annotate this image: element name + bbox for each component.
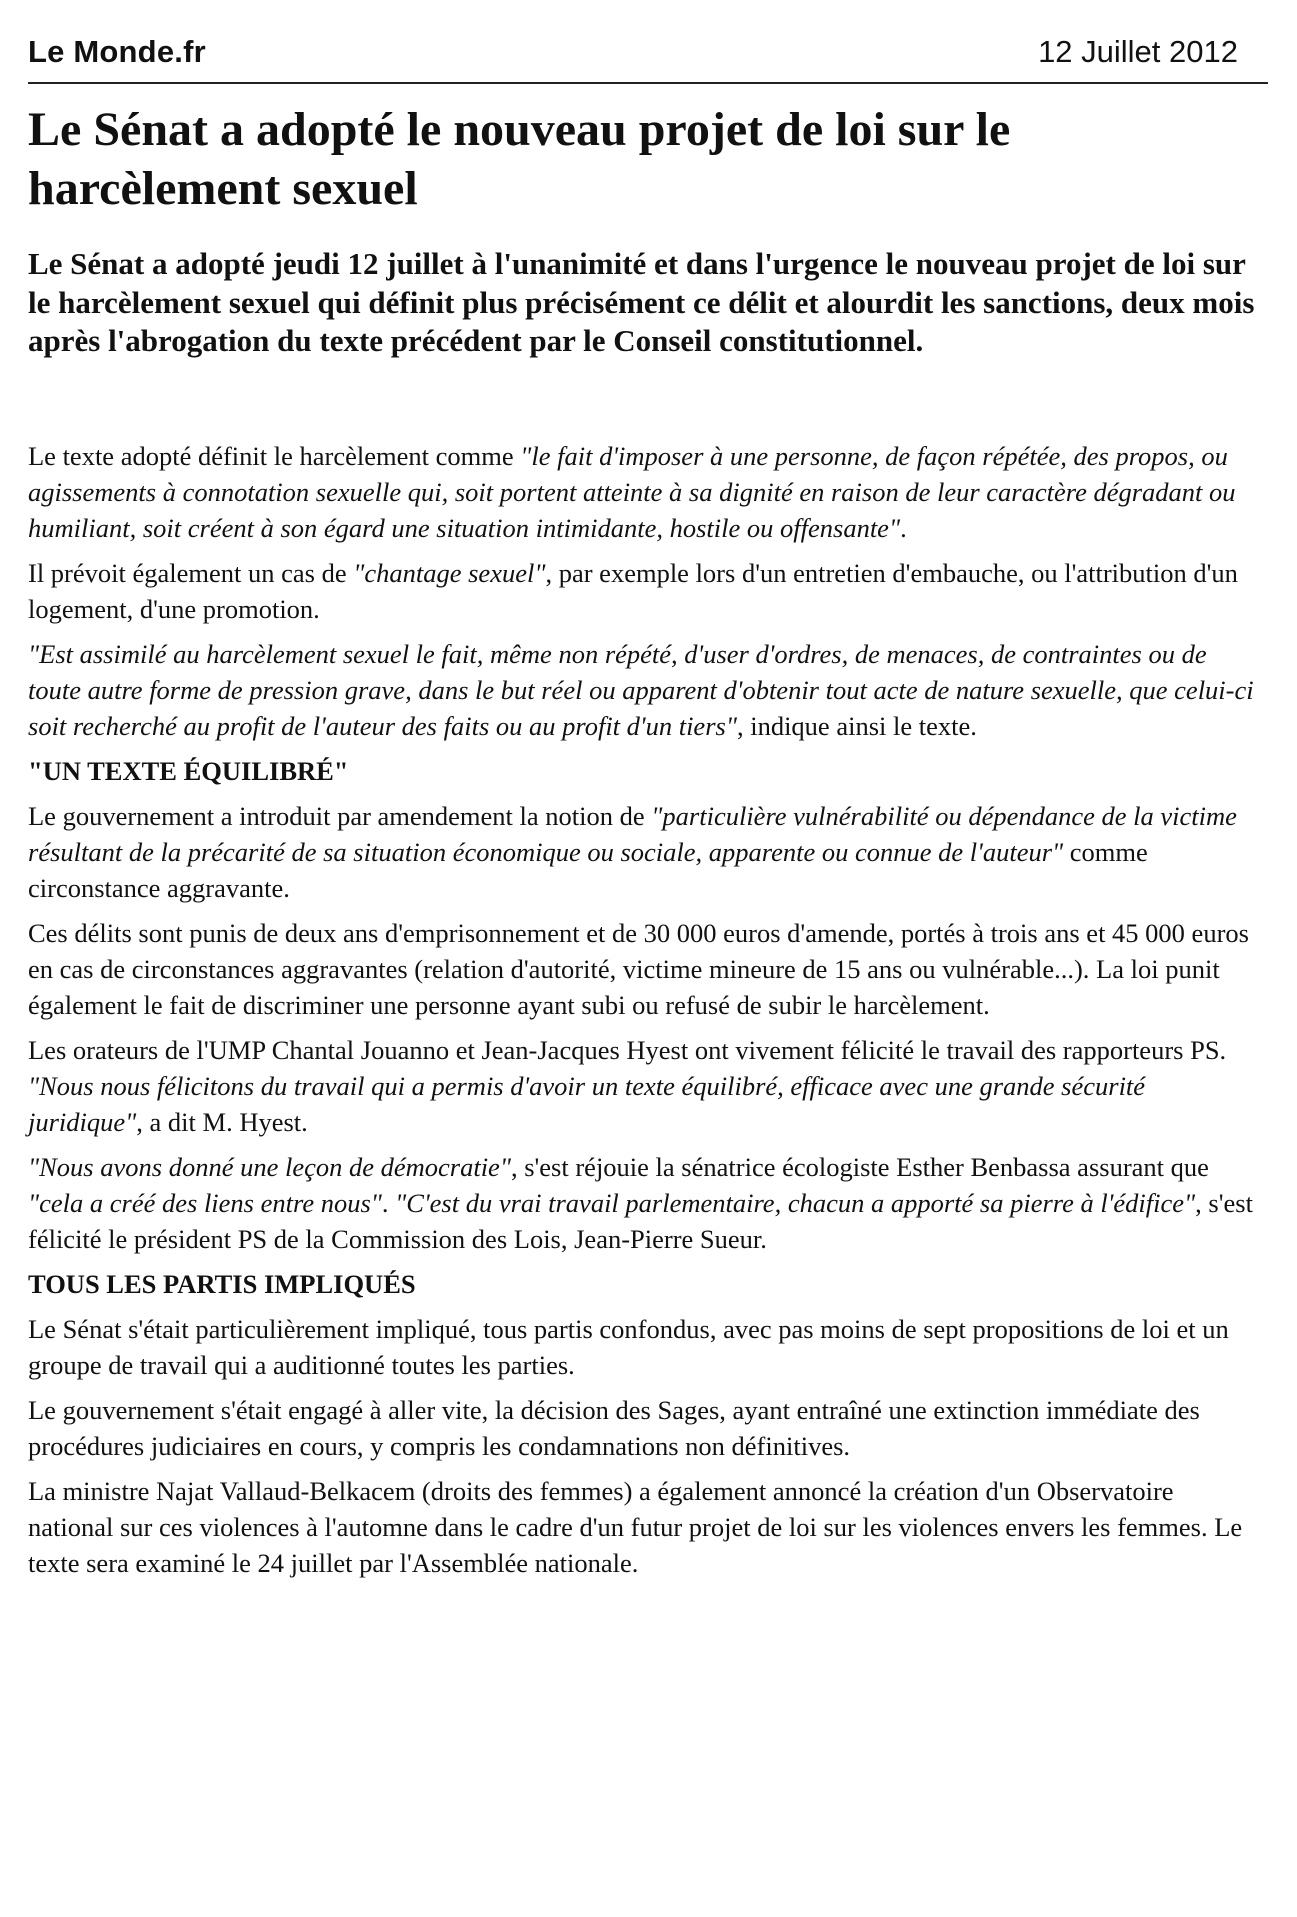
paragraph-definition xyxy=(28,438,1260,546)
paragraph-amendement xyxy=(28,798,1260,906)
paragraph-senat-implique: Le Sénat s'était particulièrement impliqué, tous partis confondus, avec pas moins de sept propositions de loi et un groupe de travail qui a auditionné toutes les parties. xyxy=(28,1314,1229,1380)
quote: "Nous nous félicitons du travail qui a permis d'avoir un texte équilibré, efficace avec une grande sécurité juridique" xyxy=(28,1071,1146,1137)
lead-paragraph: Le Sénat a adopté jeudi 12 juillet à l'unanimité et dans l'urgence le nouveau projet de loi sur le harcèlement sexuel qui définit plus précisément ce délit et alourdit les sanctions, deux mois après l'abrogation du texte précédent par le Conseil constitutionnel. xyxy=(28,246,1255,358)
text: , indique ainsi le texte. xyxy=(736,711,977,741)
masthead xyxy=(28,30,1268,84)
quote: "C'est du vrai travail parlementaire, chacun a apporté sa pierre à l'édifice" xyxy=(395,1188,1196,1218)
text: Il prévoit également un cas de xyxy=(28,558,354,588)
quote: "chantage sexuel" xyxy=(353,558,546,588)
paragraph-orateurs xyxy=(28,1032,1260,1140)
text: , a dit M. Hyest. xyxy=(136,1107,308,1137)
quote: "le fait d'imposer à une personne, de façon répétée, des propos, ou agissements à connotation sexuelle qui, soit portent atteinte à sa dignité en raison de leur caractère dégradant ou humiliant, soit créent à son égard une situation intimidante, hostile ou offensante" xyxy=(28,441,1236,543)
quote: "Nous avons donné une leçon de démocratie" xyxy=(28,1152,511,1182)
paragraph-chantage xyxy=(28,555,1260,627)
text: , par exemple lors d'un entretien d'embauche, ou l'attribution d'un logement, d'une promotion. xyxy=(28,558,1238,624)
quote: "cela a créé des liens entre nous" xyxy=(28,1188,382,1218)
text: Le gouvernement a introduit par amendement la notion de xyxy=(28,801,652,831)
text: , s'est félicité le président PS de la Commission des Lois, Jean-Pierre Sueur. xyxy=(28,1188,1253,1254)
headline: Le Sénat a adopté le nouveau projet de loi sur le harcèlement sexuel xyxy=(28,103,1011,215)
paragraph-sanctions: Ces délits sont punis de deux ans d'emprisonnement et de 30 000 euros d'amende, portés à trois ans et 45 000 euros en cas de circonstances aggravantes (relation d'autorité, victime mineure de 15 ans ou vulnérable...). La loi punit également le fait de discriminer une personne ayant subi ou refusé de subir le harcèlement. xyxy=(28,918,1249,1020)
quote: "particulière vulnérabilité ou dépendance de la victime résultant de la précarité de sa situation économique ou sociale, apparente ou connue de l'auteur" xyxy=(28,801,1237,867)
paragraph-ministre: La ministre Najat Vallaud-Belkacem (droits des femmes) a également annoncé la création d'un Observatoire national sur ces violences à l'automne dans le cadre d'un futur projet de loi sur les violences envers les femmes. Le texte sera examiné le 24 juillet par l'Assemblée nationale. xyxy=(28,1476,1243,1578)
quote: "Est assimilé au harcèlement sexuel le fait, même non répété, d'user d'ordres, de menaces, de contraintes ou de toute autre forme de pression grave, dans le but réel ou apparent d'obtenir tout acte de nature sexuelle, que celui-ci soit recherché au profit de l'auteur des faits ou au profit d'un tiers" xyxy=(28,639,1254,741)
text: Les orateurs de l'UMP Chantal Jouanno et Jean-Jacques Hyest ont vivement félicité le travail des rapporteurs PS. xyxy=(28,1035,1227,1065)
paragraph-gouvernement: Le gouvernement s'était engagé à aller vite, la décision des Sages, ayant entraîné une extinction immédiate des procédures judiciaires en cours, y compris les condamnations non définitives. xyxy=(28,1395,1200,1461)
paragraph-reactions xyxy=(28,1149,1260,1257)
subhead-texte-equilibre: "UN TEXTE ÉQUILIBRÉ" xyxy=(28,756,349,786)
text: . xyxy=(381,1188,396,1218)
publication-name: Le Monde.fr xyxy=(28,34,206,69)
subhead-partis-impliques: TOUS LES PARTIS IMPLIQUÉS xyxy=(28,1269,416,1299)
article-body xyxy=(28,438,1260,1590)
text: . xyxy=(900,513,907,543)
paragraph-assimile xyxy=(28,636,1260,744)
publication-date: 12 Juillet 2012 xyxy=(1038,34,1238,69)
text: comme circonstance aggravante. xyxy=(28,837,1148,903)
text: Le texte adopté définit le harcèlement comme xyxy=(28,441,521,471)
text: , s'est réjouie la sénatrice écologiste Esther Benbassa assurant que xyxy=(510,1152,1209,1182)
